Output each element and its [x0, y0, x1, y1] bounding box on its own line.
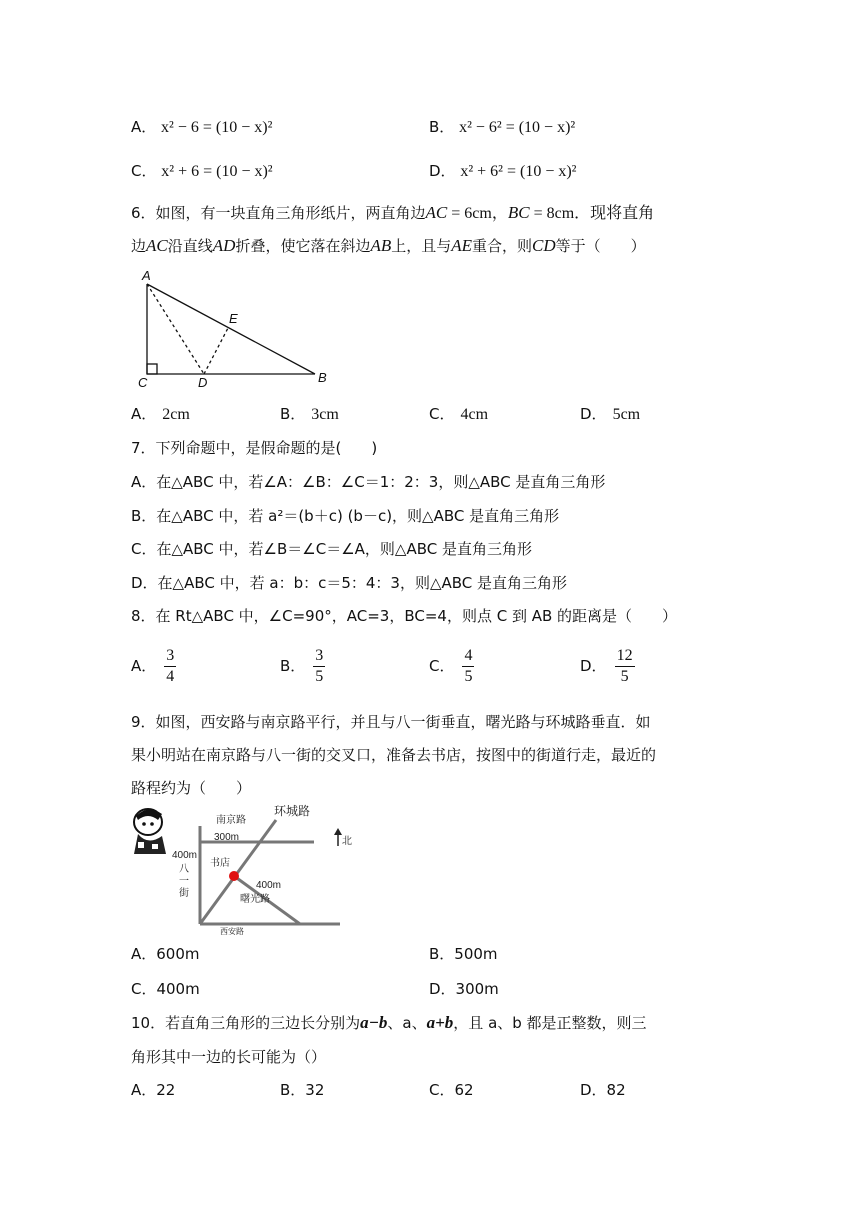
label-a: A [142, 268, 151, 283]
label-nanjing-road: 南京路 [216, 815, 246, 826]
q9-option-c[interactable]: C．400m [131, 980, 200, 998]
q7-option-d[interactable]: D．在△ABC 中，若 a：b：c＝5：4：3，则△ABC 是直角三角形 [131, 574, 568, 592]
q6-option-b[interactable] [280, 403, 339, 426]
q6-text: 边 [131, 237, 147, 255]
q7-option-a[interactable]: A．在△ABC 中，若∠A：∠B：∠C＝1：2：3，则△ABC 是直角三角形 [131, 473, 606, 491]
q10-expression-a-minus-b: a−b [360, 1013, 388, 1032]
q6-stem-line-1 [131, 202, 654, 225]
q8-option-c-fraction [462, 646, 474, 687]
label-bayi-2: 一 [179, 876, 189, 887]
q9-option-d[interactable]: D．300m [429, 980, 499, 998]
option-label: C． [429, 405, 455, 423]
numerator: 3 [164, 646, 176, 667]
q10-text: ，且 a、b 都是正整数，则三 [453, 1014, 647, 1032]
option-label: B． [429, 118, 455, 136]
option-label: B． [280, 657, 306, 675]
label-huancheng-road: 环城路 [274, 804, 311, 818]
q9-stem-line-3: 路程约为（ ） [131, 779, 252, 797]
q6-text: 重合，则 [472, 237, 533, 255]
numerator: 12 [615, 646, 635, 667]
q8-option-b[interactable] [280, 646, 325, 687]
q10-stem-line-1 [131, 1012, 647, 1034]
q6-stem-line-2 [131, 235, 646, 257]
q10-option-c[interactable]: C．62 [429, 1081, 474, 1099]
q6-text: 6．如图，有一块直角三角形纸片，两直角边 [131, 204, 426, 222]
q6-text: = 6cm， [447, 205, 508, 222]
option-label: C． [131, 162, 157, 180]
q5-option-b-expression: x² − 6² = (10 − x)² [459, 119, 576, 136]
denominator: 5 [464, 668, 473, 685]
option-label: D． [580, 657, 607, 675]
q6-var: AE [451, 236, 473, 255]
q10-text: 、a、 [387, 1014, 427, 1032]
numerator: 3 [313, 646, 325, 667]
denominator: 5 [620, 668, 629, 685]
q6-option-c-value: 4cm [460, 406, 489, 423]
label-north: 北 [342, 836, 352, 847]
q6-text: 上，且与 [391, 237, 452, 255]
q8-option-d-fraction [615, 646, 635, 687]
q6-text: 沿直线 [167, 237, 213, 255]
option-label: C． [429, 657, 455, 675]
north-arrow-icon [334, 828, 342, 846]
q5-option-d[interactable] [429, 160, 576, 183]
segment-de [204, 328, 228, 374]
q8-option-a[interactable] [131, 646, 176, 687]
q5-option-d-expression: x² + 6² = (10 − x)² [460, 163, 577, 180]
q6-var-bc: BC [507, 203, 530, 222]
label-b: B [318, 370, 327, 385]
option-label: A． [131, 405, 157, 423]
q5-option-a-expression: x² − 6 = (10 − x)² [161, 119, 273, 136]
q10-option-b[interactable]: B．32 [280, 1081, 325, 1099]
label-bayi-1: 八 [179, 864, 189, 875]
denominator: 5 [315, 668, 324, 685]
label-distance-400m-right: 400m [256, 880, 282, 891]
option-label: A． [131, 118, 157, 136]
label-distance-400m-left: 400m [172, 850, 198, 861]
numerator: 4 [462, 646, 474, 667]
label-bayi-3: 街 [179, 888, 189, 899]
label-distance-300m: 300m [214, 832, 240, 843]
q6-var: AB [370, 236, 392, 255]
q7-option-b[interactable]: B．在△ABC 中，若 a²＝(b＋c) (b－c)，则△ABC 是直角三角形 [131, 507, 560, 525]
label-bookstore: 书店 [210, 858, 230, 869]
label-xian-road: 西安路 [220, 927, 244, 936]
q9-option-a[interactable]: A．600m [131, 945, 200, 963]
side-ab [147, 284, 315, 374]
q6-option-d[interactable] [580, 403, 640, 426]
q6-option-c[interactable] [429, 403, 488, 426]
q9-street-map [128, 802, 360, 938]
q6-option-b-value: 3cm [311, 406, 339, 423]
person-clipart-icon [134, 809, 166, 854]
option-label: A． [131, 657, 157, 675]
label-d: D [198, 375, 208, 390]
q10-stem-line-2: 角形其中一边的长可能为（） [131, 1048, 327, 1066]
q10-expression-a-plus-b: a+b [426, 1013, 454, 1032]
q8-stem: 8．在 Rt△ABC 中，∠C=90°，AC=3，BC=4，则点 C 到 AB 的距离是（ ） [131, 607, 678, 625]
q8-option-c[interactable] [429, 646, 474, 687]
fold-line-ad [147, 284, 204, 374]
option-label: D． [580, 405, 607, 423]
label-shuguang-road: 曙光路 [240, 894, 270, 905]
q6-var: AD [212, 236, 236, 255]
option-label: D． [429, 162, 456, 180]
q6-text: 等于（ ） [555, 237, 646, 255]
q6-var: AC [146, 236, 168, 255]
q9-stem-line-2: 果小明站在南京路与八一街的交叉口，准备去书店，按图中的街道行走，最近的 [131, 746, 657, 764]
q7-stem: 7．下列命题中，是假命题的是( ) [131, 439, 378, 457]
label-c: C [138, 375, 148, 390]
q6-option-a[interactable] [131, 403, 190, 426]
q6-triangle-figure [130, 268, 340, 390]
denominator: 4 [166, 668, 175, 685]
q5-option-c-expression: x² + 6 = (10 − x)² [161, 163, 273, 180]
q10-option-d[interactable]: D．82 [580, 1081, 626, 1099]
q6-var: CD [532, 236, 556, 255]
q9-stem-line-1: 9．如图，西安路与南京路平行，并且与八一街垂直，曙光路与环城路垂直．如 [131, 713, 651, 731]
q6-text: 折叠，使它落在斜边 [235, 237, 371, 255]
q6-var-ac: AC [425, 203, 448, 222]
q8-option-d[interactable] [580, 646, 635, 687]
q10-text: 10．若直角三角形的三边长分别为 [131, 1014, 361, 1032]
label-e: E [229, 311, 238, 326]
q10-option-a[interactable]: A．22 [131, 1081, 176, 1099]
right-angle-mark [147, 364, 157, 374]
q8-option-b-fraction [313, 646, 325, 687]
q6-text: = 8cm．现将直角 [529, 205, 655, 222]
q5-option-c[interactable] [131, 160, 273, 183]
q5-option-b[interactable] [429, 116, 575, 139]
q7-option-c[interactable]: C．在△ABC 中，若∠B＝∠C＝∠A，则△ABC 是直角三角形 [131, 540, 532, 558]
q8-option-a-fraction [164, 646, 176, 687]
q9-option-b[interactable]: B．500m [429, 945, 498, 963]
bookstore-marker [229, 871, 239, 881]
option-label: B． [280, 405, 306, 423]
q5-option-a[interactable] [131, 116, 272, 139]
q6-option-a-value: 2cm [162, 406, 190, 423]
q6-option-d-value: 5cm [612, 406, 641, 423]
